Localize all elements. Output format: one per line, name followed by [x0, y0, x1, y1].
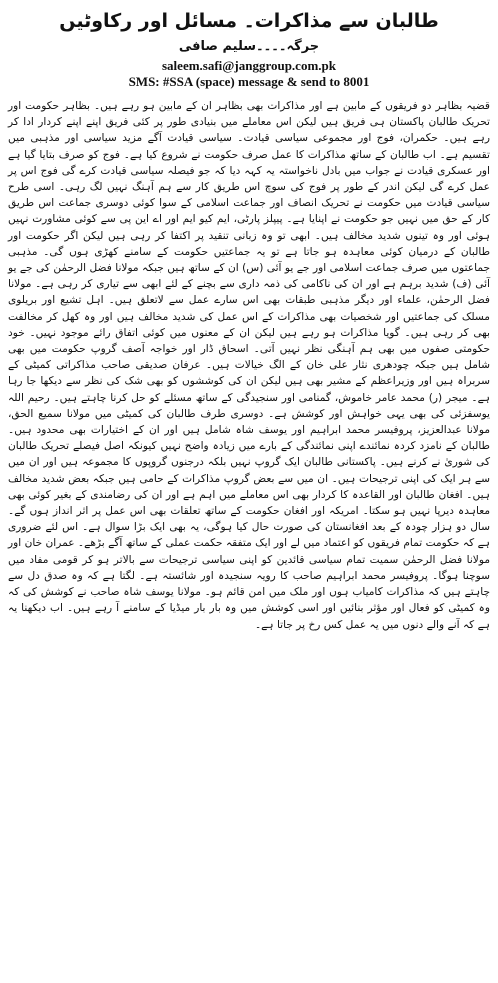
author-email: saleem.safi@janggroup.com.pk	[162, 58, 336, 73]
article-paragraph: قضیہ بظاہر دو فریقوں کے مابین ہے اور مذاکرات بھی بظاہر ان کے مابین ہو رہے ہیں۔ بظاہر حکومت اور تحریک طالبان پاکستان ہی فریق ہیں لیکن اس معاملے میں بنیادی طور پر کئی فریق اپنے اپنے کردار ادا کر رہے ہیں۔ حکمران، فوج اور مجموعی سیاسی قیادت۔ سیاسی قیادت آگے مزید سیاسی اور مذہبی میں تقسیم ہے۔ اب طالبان کے ساتھ مذاکرات کا عمل صرف حکومت نے شروع کیا ہے۔ فوج کو صرف بتایا گیا ہے اور عسکری قیادت نے جواب میں بادل ناخواستہ یہ کہہ دیا کہ جو فیصلہ سیاسی قیادت کرے گی فوج اس پر عمل کرے گی لیکن اندر کے طور پر فوج کی سوچ اس طریق کار سے ہم آہنگ نہیں لگ رہی۔ اسی طرح سیاسی قیادت میں حکومت نے تحریک انصاف اور جماعت اسلامی کے سوا کوئی دوسری جماعت اس طریق کار کے حق میں نہیں جو حکومت نے اپنایا ہے۔ پیپلز پارٹی، ایم کیو ایم اور اے این پی سے کوئی مشاورت نہیں ہوئی اور وہ تینوں شدید مخالف ہیں۔ ابھی تو وہ زبانی تنقید پر اکتفا کر رہی ہیں لیکن اگر حکومت اور طالبان کے درمیان کوئی معاہدہ ہو جاتا ہے تو یہ جماعتیں حکومت کے سامنے کھڑی ہوں گی۔ مذہبی جماعتوں میں صرف جماعت اسلامی اور جے یو آئی (س) ان کے ساتھ ہیں جبکہ مولانا فضل الرحمٰن کی جے یو آئی (ف) شدید برہم ہے اور ان کی ناکامی کی ذمہ داری سے بچنے کے لئے ابھی سے تیاری کر رہی ہے۔ مولانا فضل الرحمٰن، علماء اور دیگر مذہبی طبقات بھی اس سارے عمل سے لاتعلق ہیں۔ اہل تشیع اور بریلوی مسلک کی جماعتیں اور شخصیات بھی مذاکرات کے اس عمل کی شدید مخالف ہیں اور وہ کھل کر مخالفت بھی کر رہی ہیں۔ گویا مذاکرات ہو رہے ہیں لیکن ان کے معنوں میں کوئی اتفاق رائے موجود نہیں۔ خود حکومتی صفوں میں بھی ہم آہنگی نظر نہیں آتی۔ اسحاق ڈار اور خواجہ آصف گروپ حکومت میں بھی شامل ہیں جبکہ چودھری نثار علی خان کے الگ خیالات ہیں۔ عرفان صدیقی صاحب مذاکراتی کمیٹی کے سربراہ ہیں اور وزیراعظم کے مشیر بھی ہیں لیکن ان کی کوششوں کو بھی شک کی نظر سے دیکھا جا رہا ہے۔ میجر (ر) محمد عامر خاموش، گمنامی اور سنجیدگی کے ساتھ مسئلے کو حل کرنا چاہتے ہیں۔ رحیم اللہ یوسفزئی کی بھی یہی خواہش اور کوشش ہے۔ دوسری طرف طالبان کی کمیٹی میں مولانا سمیع الحق، مولانا عبدالعزیز، پروفیسر محمد ابراہیم اور یوسف شاہ شامل ہیں اور ان کے اختیارات بھی محدود ہیں۔ طالبان کے نامزد کردہ نمائندے اپنی نمائندگی کے بارے میں زیادہ واضح نہیں کیونکہ اصل فیصلے تحریک طالبان کی شوریٰ نے کرنے ہیں۔ پاکستانی طالبان ایک گروپ نہیں بلکہ درجنوں گروپوں کا مجموعہ ہیں اور ان میں سے ہر ایک کی اپنی ترجیحات ہیں۔ ان میں سے بعض گروپ مذاکرات کے حامی ہیں جبکہ بعض شدید مخالف ہیں۔ افغان طالبان اور القاعدہ کا کردار بھی اس معاملے میں اہم ہے اور ان کی رضامندی کے بغیر کوئی بھی معاہدہ دیرپا نہیں ہو سکتا۔ امریکہ اور افغان حکومت کے ساتھ تعلقات بھی اس عمل پر اثر انداز ہوں گے۔ سال دو ہزار چودہ کے بعد افغانستان کی صورت حال کیا ہوگی، یہ بھی ایک بڑا سوال ہے۔ اس لئے ضروری ہے کہ حکومت تمام فریقوں کو اعتماد میں لے اور ایک متفقہ حکمت عملی کے ساتھ آگے بڑھے۔ عمران خان اور مولانا فضل الرحمٰن سمیت تمام سیاسی قائدین کو اپنی سیاسی ترجیحات سے بالاتر ہو کر قومی مفاد میں سوچنا ہوگا۔ پروفیسر محمد ابراہیم صاحب کا رویہ سنجیدہ اور شائستہ ہے۔ لگتا ہے کہ وہ صدق دل سے چاہتے ہیں کہ مذاکرات کامیاب ہوں اور ملک میں امن قائم ہو۔ مولانا یوسف شاہ صاحب نے کوشش کی کہ وہ کمیٹی کو فعال اور مؤثر بنائیں اور اسی کوشش میں وہ بار بار میڈیا کے سامنے آ رہے ہیں۔ اب دیکھنا یہ ہے کہ آنے والے دنوں میں یہ عمل کس رخ پر جاتا ہے۔	[8, 100, 490, 631]
article-headline: طالبان سے مذاکرات۔ مسائل اور رکاوٹیں	[59, 10, 439, 32]
article-body	[8, 98, 490, 633]
article-byline: جرگہ۔۔۔۔سلیم صافی	[178, 39, 320, 54]
sms-instructions: SMS: #SSA (space) message & send to 8001	[128, 74, 370, 89]
